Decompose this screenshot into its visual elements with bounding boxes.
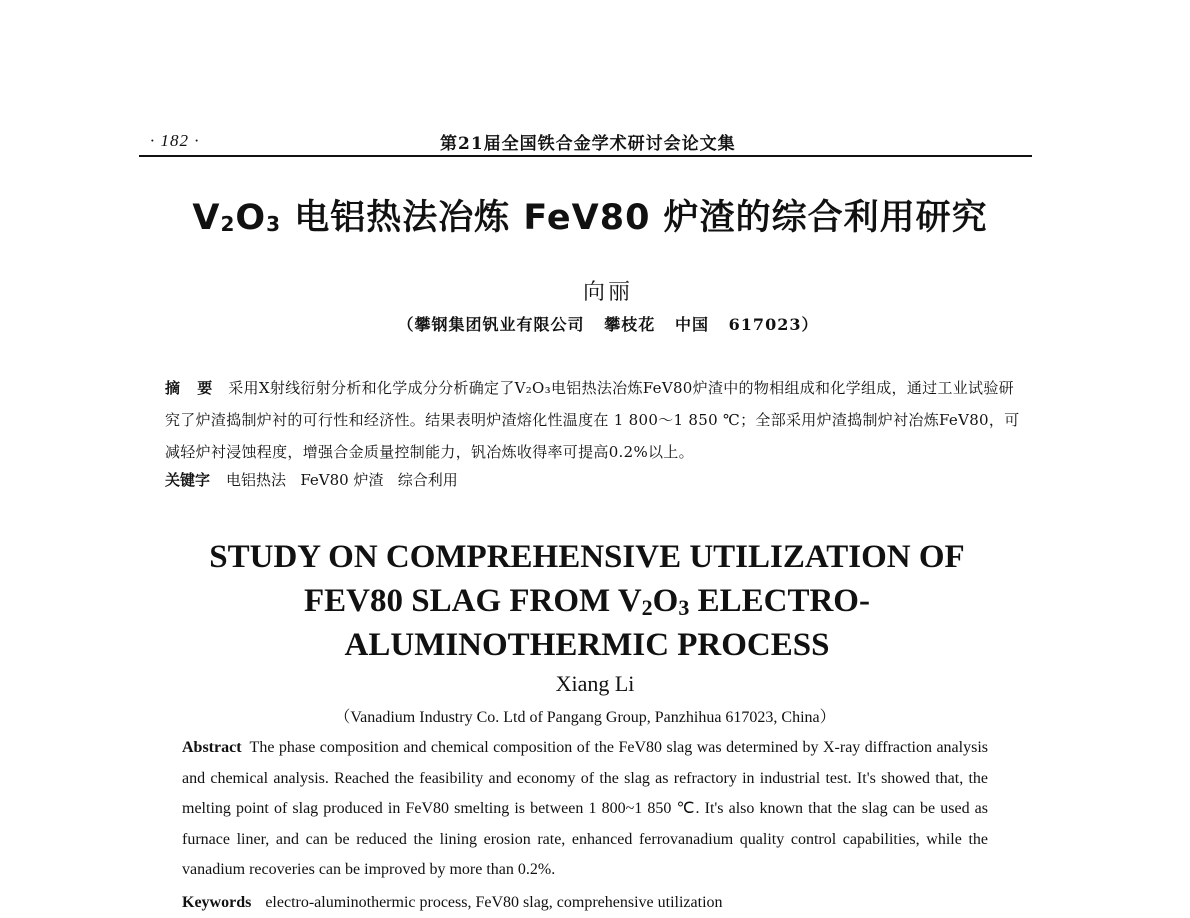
english-keywords-label: Keywords [182, 894, 252, 911]
chinese-abstract-text: 采用X射线衍射分析和化学成分分析确定了V₂O₃电铝热法冶炼FeV80炉渣中的物相组成和化学组成，通过工业试验研究了炉渣捣制炉衬的可行性和经济性。结果表明炉渣熔化性温度在 1 800～1 850 ℃；全部采用炉渣捣制炉衬冶炼FeV80，可减轻炉衬浸蚀程度，增强合金质量控制能力，钒冶炼收得率可提高0.2%以上。 [165, 379, 1020, 461]
chinese-title [0, 190, 1180, 240]
chinese-title-sub-2: 2 [220, 212, 236, 236]
chinese-title-sub-3: 3 [266, 212, 282, 236]
chinese-title-o: O [235, 198, 267, 238]
english-title-line-2-end: ELECTRO- [689, 583, 870, 619]
running-header: 第21届全国铁合金学术研讨会论文集 [440, 134, 736, 154]
english-title [150, 535, 1024, 667]
english-abstract-label: Abstract [182, 739, 242, 756]
english-abstract-text: The phase composition and chemical composition of the FeV80 slag was determined by X-ray diffraction analysis and chemical analysis. Reached the feasibility and economy of the slag as refractory in industrial test. It's showed that, the melting point of slag produced in FeV80 smelting is between 1 800~1 850 ℃. It's also known that the slag can be used as furnace liner, and can be reduced the lining erosion rate, enhanced ferrovanadium quality control capabilities, while the vanadium recoveries can be improved by more than 0.2%. [182, 739, 988, 879]
english-title-line-3: ALUMINOTHERMIC PROCESS [344, 627, 830, 663]
english-affiliation: （Vanadium Industry Co. Ltd of Pangang Group, Panzhihua 617023, China） [334, 709, 836, 726]
english-title-sub-2: 2 [641, 595, 653, 620]
chinese-abstract [165, 372, 1025, 468]
chinese-keywords-label: 关键字 [165, 471, 211, 489]
chinese-keywords-text: 电铝热法 FeV80 炉渣 综合利用 [226, 471, 458, 489]
english-keywords [182, 888, 988, 918]
english-title-line-2-start: FEV80 SLAG FROM V [304, 583, 642, 619]
header-rule [139, 155, 1032, 157]
english-author: Xiang Li [555, 671, 635, 696]
chinese-title-v: V [192, 198, 221, 238]
english-title-line-2 [150, 579, 1024, 623]
english-abstract [182, 733, 988, 886]
english-title-o: O [652, 583, 679, 619]
chinese-affiliation: （攀钢集团钒业有限公司 攀枝花 中国 617023） [397, 315, 819, 334]
page-number: · 182 · [150, 131, 200, 150]
english-title-sub-3: 3 [678, 595, 690, 620]
english-title-line-1: STUDY ON COMPREHENSIVE UTILIZATION OF [209, 539, 965, 575]
chinese-abstract-label: 摘 要 [165, 379, 219, 397]
chinese-keywords [165, 468, 1025, 492]
chinese-title-rest: 电铝热法冶炼 FeV80 炉渣的综合利用研究 [281, 198, 988, 238]
english-keywords-text: electro-aluminothermic process, FeV80 slag, comprehensive utilization [265, 894, 723, 911]
chinese-author: 向丽 [582, 280, 633, 305]
